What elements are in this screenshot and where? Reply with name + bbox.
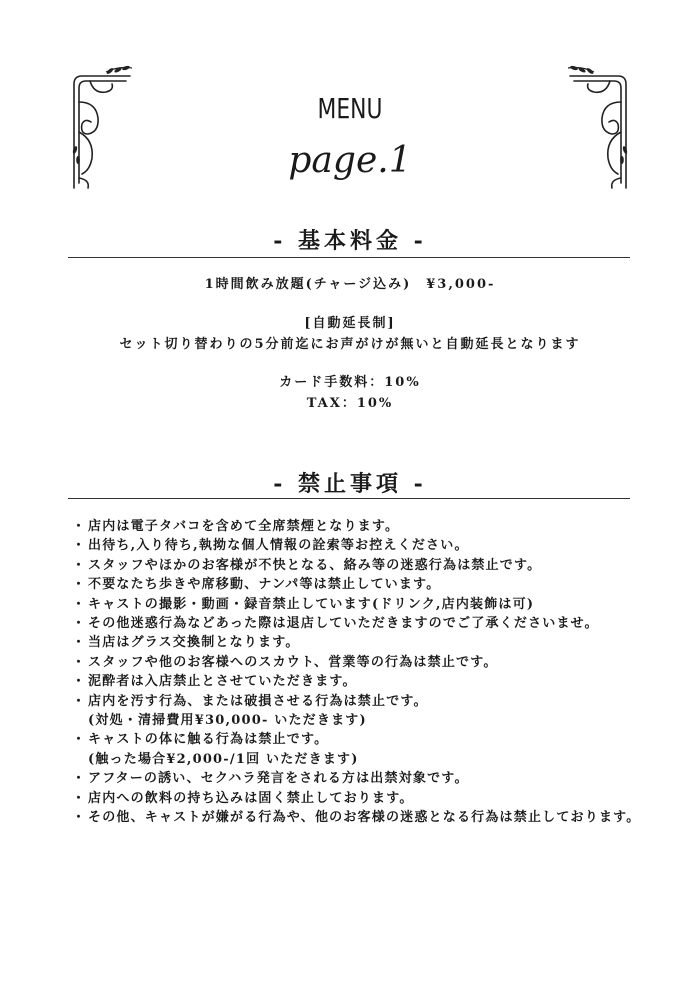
list-item: ・ スタッフや他のお客様へのスカウト、営業等の行為は禁止です。	[72, 654, 498, 670]
list-item-note: (対処・清掃費用¥30,000- いただきます)	[88, 713, 367, 729]
spacer	[0, 295, 700, 313]
menu-title: MENU	[317, 92, 383, 125]
list-item: ・ その他、キャストが嫌がる行為や、他のお客様の迷惑となる行為は禁止しております。	[72, 810, 641, 826]
list-item-note: (触った場合¥2,000-/1回 いただきます)	[88, 751, 359, 767]
section-heading-prohibited: - 禁止事項 -	[273, 471, 427, 497]
list-item: ・ 店内は電子タバコを含めて全席禁煙となります。	[72, 519, 400, 534]
fee-line: TAX：10%	[306, 396, 394, 411]
section-heading-basic-fee: - 基本料金 -	[273, 228, 427, 254]
list-item: ・ 店内への飲料の持ち込みは固く禁止しております。	[72, 790, 414, 806]
list-item: ・ 不要なたち歩きや席移動、ナンパ等は禁止しています。	[72, 577, 441, 593]
list-item: ・ その他迷惑行為などあった際は退店していただきますのでご了承くださいませ。	[72, 616, 599, 632]
fee-line: [自動延長制]	[304, 316, 396, 331]
fee-line: カード手数料：10%	[279, 375, 421, 390]
fee-line: 1時間飲み放題(チャージ込み) ¥3,000-	[204, 277, 496, 292]
list-item: ・ 泥酔者は入店禁止とさせていただきます。	[72, 674, 357, 690]
list-item: ・ キャストの体に触る行為は禁止です。 (触った場合¥2,000-/1回 いただきます)	[72, 730, 642, 769]
list-item: ・ キャストの撮影・動画・録音禁止しています(ドリンク,店内装飾は可)	[72, 596, 535, 612]
page-subtitle: page.1	[288, 140, 412, 181]
fee-line: セット切り替わりの5分前迄にお声がけが無いと自動延長となります	[119, 337, 581, 352]
spacer	[0, 355, 700, 372]
basic-fee-block	[0, 274, 700, 414]
list-item: ・ アフターの誘い、セクハラ発言をされる方は出禁対象です。	[72, 771, 469, 787]
list-item: ・ スタッフやほかのお客様が不快となる、絡み等の迷惑行為は禁止です。	[72, 557, 542, 573]
section-divider	[68, 498, 630, 499]
section-divider	[68, 257, 630, 258]
list-item: ・ 出待ち,入り待ち,執拗な個人情報の詮索等お控えください。	[72, 538, 469, 554]
list-item: ・ 店内を汚す行為、または破損させる行為は禁止です。 (対処・清掃費用¥30,000- いただきます)	[72, 692, 642, 731]
list-item: ・ 当店はグラス交換制となります。	[72, 635, 300, 651]
prohibited-rules-list	[72, 517, 642, 828]
